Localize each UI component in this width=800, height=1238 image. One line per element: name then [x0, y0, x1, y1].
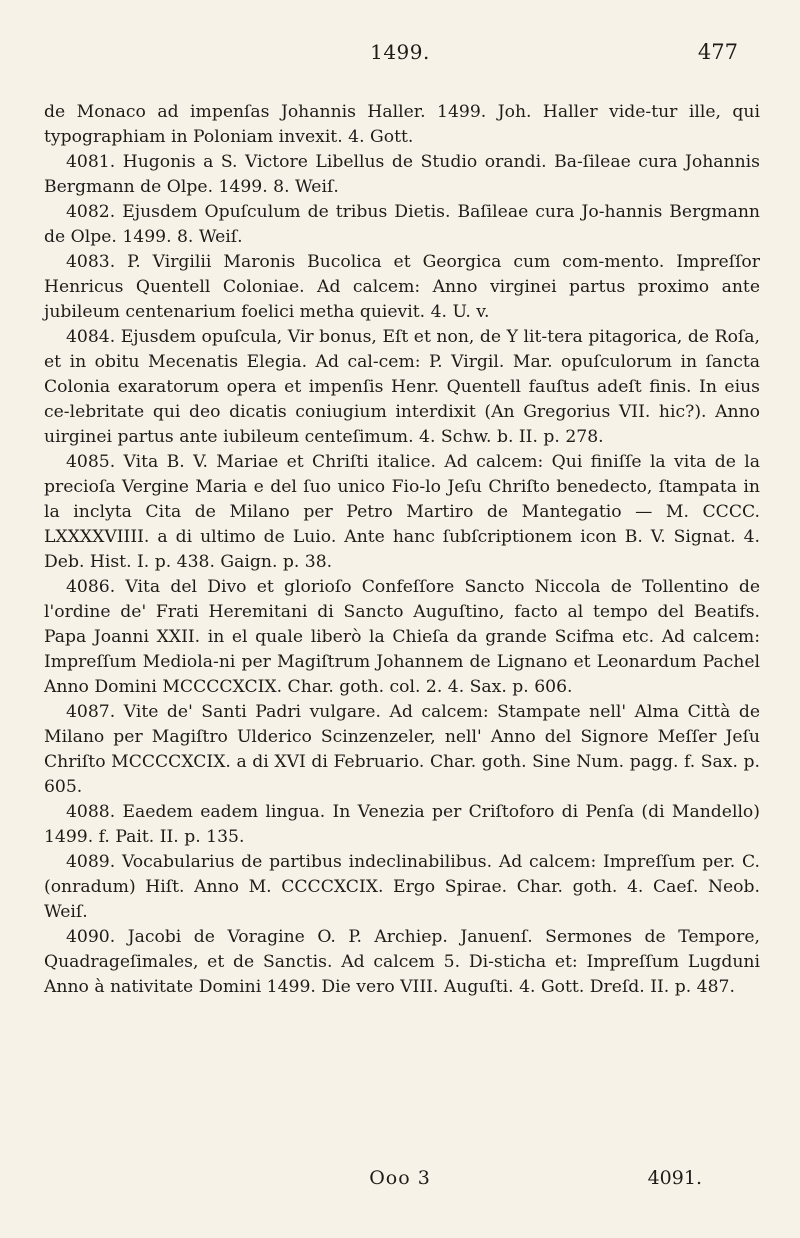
signature-mark: Ooo 3 — [369, 1167, 431, 1189]
entry-4090: 4090. Jacobi de Voragine O. P. Archiep. Januenſ. Sermones de Tempore, Quadrageſimales, et de Sanctis. Ad calcem 5. Di-sticha et: Impreſſum Lugduni Anno à nativitate Domini 1499. Die vero VIII. Auguſti. 4. Gott. Dreſd. II. p. 487. — [44, 927, 760, 997]
page-footer — [0, 1167, 800, 1197]
entry-4084: 4084. Ejusdem opuſcula, Vir bonus, Eſt et non, de Y lit-tera pitagorica, de Roſa, et in obitu Mecenatis Elegia. Ad cal-cem: P. Virgil. Mar. opuſculorum in ſancta Colonia exaratorum opera et impenſis Henr. Quentell fauſtus adeſt finis. In eius ce-lebritate qui deo dicatis coniugium interdixit (An Gregorius VII. hic?). Anno uirginei partus ante iubileum centeſimum. 4. Schw. b. II. p. 278. — [44, 327, 760, 447]
entry-4088: 4088. Eaedem eadem lingua. In Venezia per Criſtoforo di Penſa (di Mandello) 1499. f. Pait. II. p. 135. — [44, 802, 760, 847]
entry-4086: 4086. Vita del Divo et glorioſo Confeſſore Sancto Niccola de Tollentino de l'ordine de' Frati Heremitani di Sancto Auguſtino, facto al tempo del Beatifs. Papa Joanni XXII. in el quale liberò la Chieſa da grande Scifma etc. Ad calcem: Impreſſum Mediola-ni per Magiſtrum Johannem de Lignano et Leonardum Pachel Anno Domini MCCCCXCIX. Char. goth. col. 2. 4. Sax. p. 606. — [44, 577, 760, 697]
catalog-entries — [44, 100, 760, 1000]
page-number: 477 — [697, 40, 738, 64]
entry-4083: 4083. P. Virgilii Maronis Bucolica et Georgica cum com-mento. Impreſſor Henricus Quentell Coloniae. Ad calcem: Anno virginei partus proximo ante jubileum centenarium foelici metha quievit. 4. U. v. — [44, 252, 760, 322]
entry-4082: 4082. Ejusdem Opuſculum de tribus Dietis. Baſileae cura Jo-hannis Bergmann de Olpe. 1499. 8. Weiſ. — [44, 202, 760, 247]
page-header — [0, 40, 800, 80]
running-head-year: 1499. — [370, 40, 430, 64]
entry-4087: 4087. Vite de' Santi Padri vulgare. Ad calcem: Stampate nell' Alma Città de Milano per Magiſtro Ulderico Scinzenzeler, nell' Anno del Signore Meſſer Jeſu Chriſto MCCCCXCIX. a di XVI di Februario. Char. goth. Sine Num. pagg. f. Sax. p. 605. — [44, 702, 760, 797]
entry-continuation: de Monaco ad impenſas Johannis Haller. 1499. Joh. Haller vide-tur ille, qui typographiam in Poloniam invexit. 4. Gott. — [44, 102, 760, 147]
entry-4085: 4085. Vita B. V. Mariae et Chriſti italice. Ad calcem: Qui finiſſe la vita de la precioſa Vergine Maria e del ſuo unico Fio-lo Jeſu Chriſto benedecto, ſtampata in la inclyta Cita de Milano per Petro Martiro de Mantegatio — M. CCCC. LXXXXVIIII. a di ultimo de Luio. Ante hanc ſubſcriptionem icon B. V. Signat. 4. Deb. Hist. I. p. 438. Gaign. p. 38. — [44, 452, 760, 572]
entry-4081: 4081. Hugonis a S. Victore Libellus de Studio orandi. Ba-ſileae cura Johannis Bergmann de Olpe. 1499. 8. Weiſ. — [44, 152, 760, 197]
entry-4089: 4089. Vocabularius de partibus indeclinabilibus. Ad calcem: Impreſſum per. C. (onradum) Hiſt. Anno M. CCCCXCIX. Ergo Spirae. Char. goth. 4. Caeſ. Neob. Weiſ. — [44, 852, 760, 922]
catchword: 4091. — [647, 1167, 702, 1189]
